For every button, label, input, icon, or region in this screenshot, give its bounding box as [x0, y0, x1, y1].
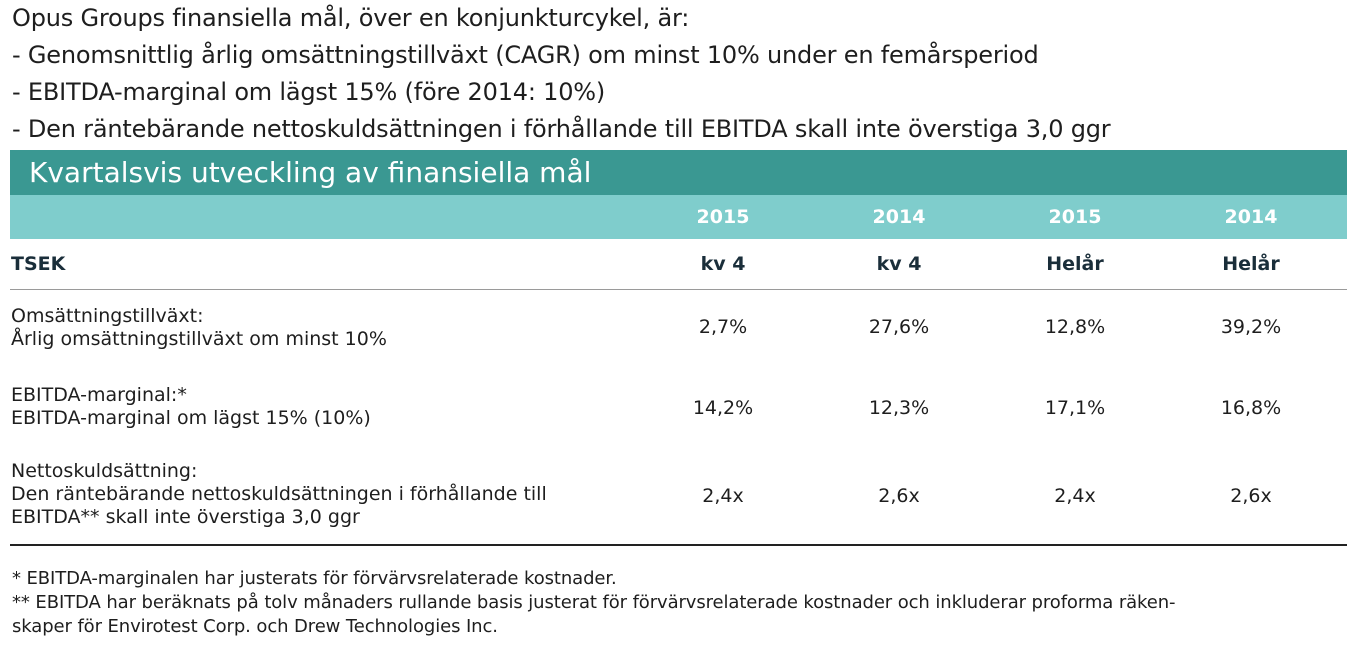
- row-label: [11, 305, 387, 351]
- cell-value: 2,4x: [1054, 485, 1096, 507]
- intro-heading: Opus Groups finansiella mål, över en konjunkturcykel, är:: [12, 4, 690, 32]
- row-label-detail: EBITDA** skall inte överstiga 3,0 ggr: [11, 506, 360, 528]
- row-label-title: Omsättningstillväxt:: [11, 305, 204, 327]
- cell-value: 16,8%: [1220, 397, 1282, 419]
- period-col-3: Helår: [1046, 253, 1104, 275]
- year-col-2: 2014: [872, 206, 926, 228]
- financial-goals-intro: [12, 0, 1352, 148]
- table-row: [10, 305, 1347, 355]
- row-label-detail: Den räntebärande nettoskuldsättningen i förhållande till: [11, 483, 547, 505]
- period-col-1: kv 4: [700, 253, 746, 275]
- cell-value: 12,8%: [1044, 316, 1106, 338]
- row-label-detail: EBITDA-marginal om lägst 15% (10%): [11, 407, 371, 429]
- cell-value: 2,6x: [1230, 485, 1272, 507]
- year-col-3: 2015: [1048, 206, 1102, 228]
- table-row: [10, 460, 1347, 532]
- period-col-4: Helår: [1222, 253, 1280, 275]
- unit-label: TSEK: [11, 253, 66, 275]
- year-col-1: 2015: [696, 206, 750, 228]
- footnote-2-continued: skaper för Envirotest Corp. och Drew Technologies Inc.: [12, 616, 498, 637]
- footnote-1: * EBITDA-marginalen har justerats för förvärvsrelaterade kostnader.: [12, 568, 617, 589]
- row-label-title: EBITDA-marginal:*: [11, 384, 187, 406]
- cell-value: 2,4x: [702, 485, 744, 507]
- cell-value: 39,2%: [1220, 316, 1282, 338]
- goal-growth: - Genomsnittlig årlig omsättningstillväxt (CAGR) om minst 10% under en femårsperiod: [12, 41, 1039, 69]
- goal-net-debt: - Den räntebärande nettoskuldsättningen i förhållande till EBITDA skall inte överstiga 3,0 ggr: [12, 115, 1111, 143]
- row-label: [11, 384, 371, 430]
- table-title-band: Kvartalsvis utveckling av finansiella mål: [10, 150, 1347, 195]
- table-row: [10, 384, 1347, 434]
- row-label-detail: Årlig omsättningstillväxt om minst 10%: [11, 328, 387, 350]
- period-col-2: kv 4: [876, 253, 922, 275]
- year-col-4: 2014: [1224, 206, 1278, 228]
- header-divider: [10, 289, 1347, 290]
- cell-value: 12,3%: [868, 397, 930, 419]
- table-bottom-rule: [10, 544, 1347, 546]
- cell-value: 2,7%: [698, 316, 748, 338]
- cell-value: 27,6%: [868, 316, 930, 338]
- goal-ebitda-margin: - EBITDA-marginal om lägst 15% (före 2014: 10%): [12, 78, 606, 106]
- footnote-2: ** EBITDA har beräknats på tolv månaders rullande basis justerat för förvärvsrelaterade kostnader och inkluderar proforma räken-: [12, 592, 1176, 613]
- cell-value: 14,2%: [692, 397, 754, 419]
- row-label-title: Nettoskuldsättning:: [11, 460, 198, 482]
- cell-value: 2,6x: [878, 485, 920, 507]
- row-label: [11, 460, 547, 529]
- cell-value: 17,1%: [1044, 397, 1106, 419]
- year-header-row: [10, 195, 1347, 239]
- period-header-row: [10, 239, 1347, 289]
- footnotes: [12, 567, 1352, 639]
